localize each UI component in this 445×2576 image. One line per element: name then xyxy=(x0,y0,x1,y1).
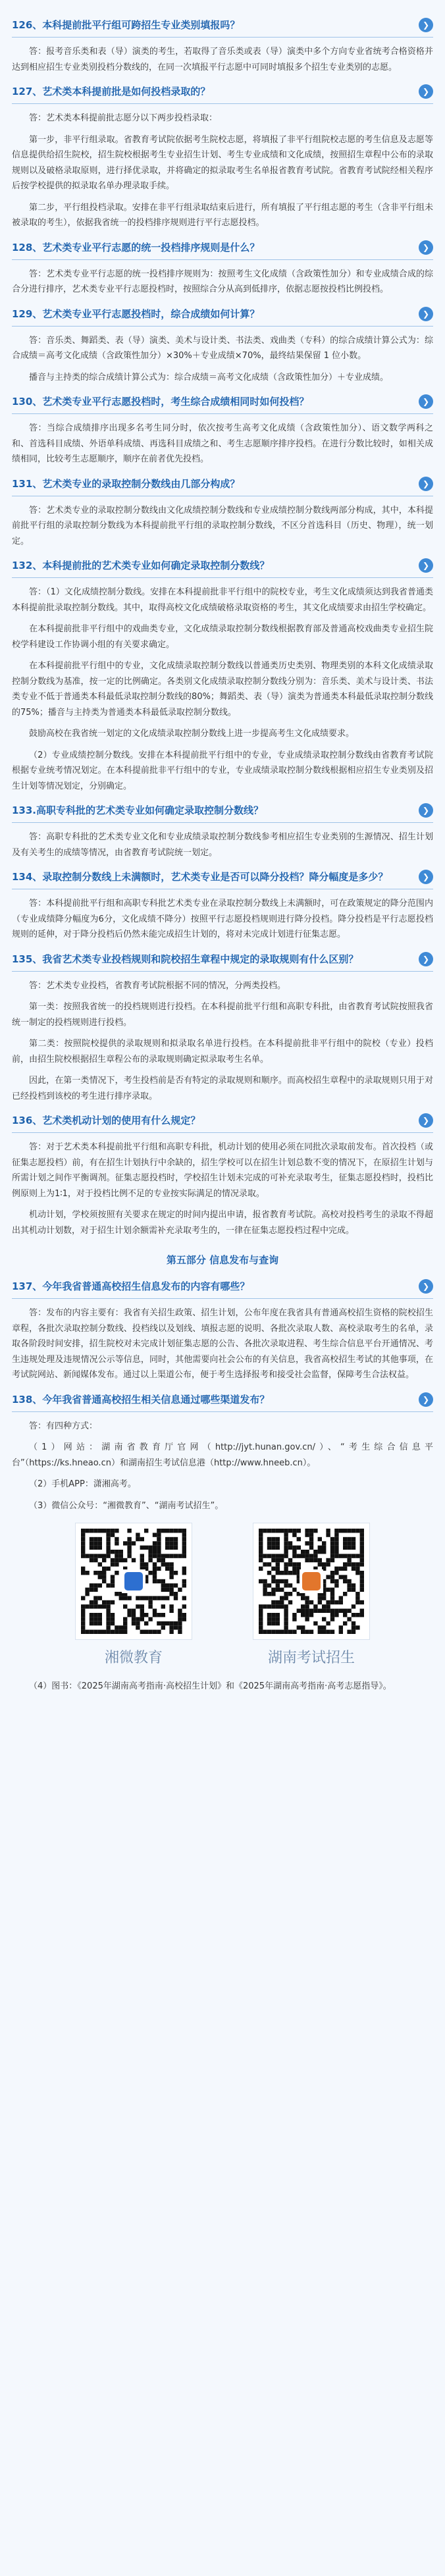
answer-paragraph: 第二类：按照院校提供的录取规则和拟录取名单进行投档。在本科提前批非平行组中的院校（专业）投档前，由招生院校根据招生章程公布的录取规则确定拟录取考生名单。 xyxy=(12,1039,433,1065)
chevron-right-icon: ❯ xyxy=(419,84,433,99)
question-title: 134、录取控制分数线上未满额时，艺术类专业是否可以降分投档？降分幅度是多少？ xyxy=(12,871,388,883)
chevron-right-icon: ❯ xyxy=(419,477,433,491)
answer-paragraph: 在本科提前批平行组中的专业，文化成绩录取控制分数线以普通类历史类别、物理类别的本科文化成绩录取控制分数线为基准，按一定的比例确定。各类别文化成绩录取控制分数线分别为：音乐类、美术与设计类、书法类专业不低于普通类本科最低录取控制分数线的80%；舞蹈类、表（导）演类为普通类本科最低录取控制分数线的75%；播音与主持类为普通类本科最低录取控制分数线。 xyxy=(12,661,433,718)
answer-paragraph: 第一类：按照我省统一的投档规则进行投档。在本科提前批平行组和高职专科批，由省教育考试院按照我省统一制定的投档规则进行投档。 xyxy=(12,1002,433,1028)
question-title: 132、本科提前批的艺术类专业如何确定录取控制分数线？ xyxy=(12,560,270,571)
question-heading xyxy=(12,1110,433,1133)
qr-code-row xyxy=(12,1523,433,1667)
question-heading xyxy=(12,800,433,823)
chevron-right-icon: ❯ xyxy=(419,870,433,884)
answer-paragraph: 第二步，平行组投档录取。安排在非平行组录取结束后进行，所有填报了平行组志愿的考生（含非平行组未被录取的考生），依据我省统一的投档排序规则进行平行志愿投档。 xyxy=(12,202,433,228)
chevron-right-icon: ❯ xyxy=(419,952,433,966)
chevron-right-icon: ❯ xyxy=(419,803,433,818)
chevron-right-icon: ❯ xyxy=(419,394,433,409)
answer-paragraph: 播音与主持类的综合成绩计算公式为：综合成绩＝高考文化成绩（含政策性加分）＋专业成绩。 xyxy=(29,372,389,382)
question-heading xyxy=(12,303,433,327)
question-heading xyxy=(12,14,433,38)
question-title: 137、今年我省普通高校招生信息发布的内容有哪些？ xyxy=(12,1280,250,1292)
chevron-right-icon: ❯ xyxy=(419,1113,433,1128)
qr-code-card xyxy=(249,1523,374,1667)
paragraph-books: （4）图书：《2025年湖南高考指南·高校招生计划》和《2025年湖南高考指南·高考志愿指导》。 xyxy=(29,1681,392,1691)
qr-caption: 湖南考试招生 xyxy=(267,1650,355,1666)
chevron-right-icon: ❯ xyxy=(419,558,433,573)
question-title: 138、今年我省普通高校招生相关信息通过哪些渠道发布？ xyxy=(12,1393,270,1406)
part-5-heading: 第五部分 信息发布与查询 xyxy=(166,1254,279,1266)
chevron-right-icon: ❯ xyxy=(419,240,433,255)
answer-paragraph: 答：艺术类专业平行志愿的统一投档排序规则为：按照考生文化成绩（含政策性加分）和专业成绩合成的综合分进行排序，艺术类专业平行志愿投档时，按照综合分从高到低排序，依据志愿按投档比例投档。 xyxy=(12,269,433,294)
question-heading xyxy=(12,1389,433,1412)
answer-paragraph: 在本科提前批非平行组中的戏曲类专业，文化成绩录取控制分数线根据教育部及普通高校戏曲类专业招生院校学科建设工作协调小组的有关要求确定。 xyxy=(12,624,433,650)
answer-paragraph: （1）网站：湖南省教育厅官网（http://jyt.hunan.gov.cn/）、“考生综合信息平台”（https://ks.hneao.cn）和湖南招生考试信息港（http://www.hneeb.cn）。 xyxy=(12,1442,433,1468)
answer-paragraph: 答：报考音乐类和表（导）演类的考生，若取得了音乐类或表（导）演类中多个方向专业省统考合格资格并达到相应招生专业类别投档分数线的，在同一次填报平行志愿中可同时填报多个招生专业类别的志愿。 xyxy=(12,47,433,72)
question-title: 135、我省艺术类专业投档规则和院校招生章程中规定的录取规则有什么区别？ xyxy=(12,953,359,965)
answer-paragraph: 答：艺术类专业的录取控制分数线由文化成绩控制分数线和专业成绩控制分数线两部分构成，其中，本科提前批平行组的录取控制分数线为本科提前批平行组的录取控制分数线，不区分首选科目（历史、物理），统一划定。 xyxy=(12,505,433,546)
question-heading xyxy=(12,866,433,889)
answer-paragraph: （2）手机APP：潇湘高考。 xyxy=(29,1479,136,1489)
answer-paragraph: 答：高职专科批的艺术类专业文化和专业成绩录取控制分数线参考相应招生专业类别的生源情况、招生计划及有关考生的成绩等情况，由省教育考试院统一划定。 xyxy=(12,832,433,858)
chevron-right-icon: ❯ xyxy=(419,18,433,32)
qa-list-part4 xyxy=(12,14,433,1238)
qr-code-icon xyxy=(75,1523,192,1640)
answer-paragraph: 答：音乐类、舞蹈类、表（导）演类、美术与设计类、书法类、戏曲类（专科）的综合成绩计算公式为：综合成绩＝高考文化成绩（含政策性加分）×30%＋专业成绩×70%，最终结果保留 1 位小数。 xyxy=(12,335,433,361)
answer-paragraph: 答：艺术类本科提前批志愿分以下两步投档录取： xyxy=(29,113,218,123)
question-title: 128、艺术类专业平行志愿的统一投档排序规则是什么？ xyxy=(12,241,260,253)
chevron-right-icon: ❯ xyxy=(419,1279,433,1294)
question-heading xyxy=(12,949,433,972)
question-title: 127、艺术类本科提前批是如何投档录取的？ xyxy=(12,86,211,97)
answer-paragraph: 答：艺术类专业投档，省教育考试院根据不同的情况，分两类投档。 xyxy=(29,980,286,991)
question-heading xyxy=(12,237,433,260)
qr-code-icon xyxy=(253,1523,370,1640)
answer-paragraph: 答：发布的内容主要有：我省有关招生政策、招生计划，公布年度在我省具有普通高校招生资格的院校招生章程，各批次录取控制分数线、投档线以及划线、填报志愿的说明、各批次录取人数、高校录取考生的名单，录取各阶段时间安排，招生院校对未完成计划征集志愿的公告、各批次录取进程、考生综合信息平台开通情况、考生违规处理及违规情况公示等信息，同时，其他需要向社会公布的有关信息，我省高校招生考试的其他事项，在考试院网站、新闻媒体发布。通过以上渠道公布，便于考生选择报考和接受社会监督，保障考生合法权益。 xyxy=(12,1308,433,1380)
answer-paragraph: 第一步，非平行组录取。省教育考试院依据考生院校志愿，将填报了非平行组院校志愿的考生信息及志愿等信息提供给招生院校，招生院校根据考生专业招生计划、考生专业成绩和文化成绩，按照招生章程中公布的录取规则以及破格录取原则，进行择优录取，并将确定的拟录取考生名单报省教育考试院。省教育考试院经相关程序后按学校提供的拟录取名单办理录取手续。 xyxy=(12,134,433,191)
answer-paragraph: 答：（1）文化成绩控制分数线。安排在本科提前批非平行组中的院校专业，考生文化成绩须达到我省普通类本科提前批录取控制分数线。其中，取得高校文化成绩破格录取资格的考生，其文化成绩要求由招生学校确定。 xyxy=(12,587,433,613)
question-heading xyxy=(12,473,433,496)
answer-paragraph: 机动计划，学校须按照有关要求在规定的时间内提出申请，报省教育考试院。高校对投档考生的录取不得超出其机动计划数，对于招生计划余额需补充录取考生的，一律在征集志愿投档过程中完成。 xyxy=(12,1210,433,1236)
answer-paragraph: 答：有四种方式： xyxy=(29,1421,98,1431)
answer-paragraph: （2）专业成绩控制分数线。安排在本科提前批平行组中的专业，专业成绩录取控制分数线由省教育考试院根据专业统考情况划定。在本科提前批非平行组中的专业，专业成绩录取控制分数线根据相应招生专业类别及招生计划等情况划定，分别确定。 xyxy=(12,750,433,791)
question-title: 130、艺术类专业平行志愿投档时，考生综合成绩相同时如何投档？ xyxy=(12,396,309,407)
answer-paragraph: 因此，在第一类情况下，考生投档前是否有特定的录取规则和顺序。而高校招生章程中的录取规则只用于对已经投档到该校的考生进行排序录取。 xyxy=(12,1076,433,1101)
answer-paragraph: 答：对于艺术类本科提前批平行组和高职专科批，机动计划的使用必须在同批次录取前发布。首次投档（或征集志愿投档）前，有在招生计划执行中余缺的，招生学校可以在招生计划总数不变的情况下，在原招生计划与所需计划之间作平衡调剂。征集志愿投档时，学校招生计划未完成的可补充录取考生，征集志愿投档时，投档比例原则上为1∶1，对于投档比例不足的专业按实际满足的情况录取。 xyxy=(12,1142,433,1199)
question-title: 133.高职专科批的艺术类专业如何确定录取控制分数线？ xyxy=(12,804,264,816)
question-heading xyxy=(12,391,433,414)
answer-paragraph: 鼓励高校在我省统一划定的文化成绩录取控制分数线上进一步提高考生文化成绩要求。 xyxy=(29,729,355,739)
question-title: 129、艺术类专业平行志愿投档时，综合成绩如何计算？ xyxy=(12,307,260,320)
question-heading xyxy=(12,555,433,578)
chevron-right-icon: ❯ xyxy=(419,307,433,321)
answer-paragraph: （3）微信公众号：“湘微教育”、“湖南考试招生”。 xyxy=(29,1500,224,1511)
chevron-right-icon: ❯ xyxy=(419,1392,433,1407)
question-heading xyxy=(12,1276,433,1299)
question-title: 126、本科提前批平行组可跨招生专业类别填报吗？ xyxy=(12,19,240,31)
qr-code-card xyxy=(71,1523,196,1667)
question-heading xyxy=(12,81,433,104)
qr-caption: 湘微教育 xyxy=(104,1650,163,1666)
question-title: 136、艺术类机动计划的使用有什么规定？ xyxy=(12,1115,201,1126)
question-title: 131、艺术类专业的录取控制分数线由几部分构成？ xyxy=(12,477,240,490)
answer-paragraph: 答：本科提前批平行组和高职专科批艺术类专业在录取控制分数线上未满额时，可在政策规定的降分范围内（专业成绩降分幅度为6分，文化成绩不降分）按照平行志愿投档规则进行降分投档。降分投档是平行志愿投档规则的延伸，对于降分投档后仍然未能完成招生计划的，将对未完成计划进行征集志愿。 xyxy=(12,899,433,939)
answer-paragraph: 答：当综合成绩排序出现多名考生同分时，依次按考生高考文化成绩（含政策性加分）、语文数学两科之和、首选科目成绩、外语单科成绩、再选科目成绩之和、考生志愿顺序排序投档。在进行分数比较时，如相关成绩相同，比较考生志愿顺序，顺序在前者优先投档。 xyxy=(12,423,433,464)
qa-list-part5 xyxy=(12,1276,433,1513)
